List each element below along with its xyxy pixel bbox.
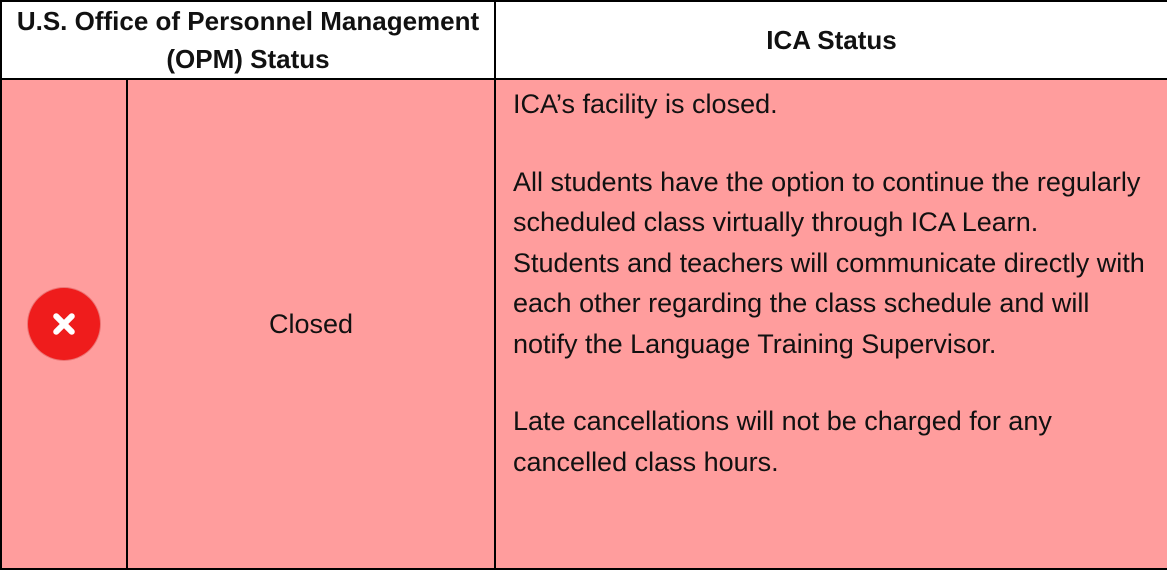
opm-status-value: Closed: [127, 79, 495, 569]
close-circle-icon: [28, 288, 100, 360]
opm-status-header: U.S. Office of Personnel Management (OPM) Status: [1, 1, 495, 79]
ica-status-line-1: ICA’s facility is closed.: [513, 89, 778, 119]
ica-status-header: ICA Status: [495, 1, 1167, 79]
status-icon-cell: [1, 79, 127, 569]
table-header-row: [1, 1, 1167, 79]
ica-status-description: [495, 79, 1167, 569]
table-row: [1, 79, 1167, 569]
ica-status-paragraph-2: All students have the option to continue the regularly scheduled class virtually through ICA Learn. Students and teachers will communicate directly with each other regarding the class schedule and will notify the Language Training Supervisor.: [513, 166, 1145, 359]
ica-status-paragraph-3: Late cancellations will not be charged for any cancelled class hours.: [513, 406, 1052, 477]
